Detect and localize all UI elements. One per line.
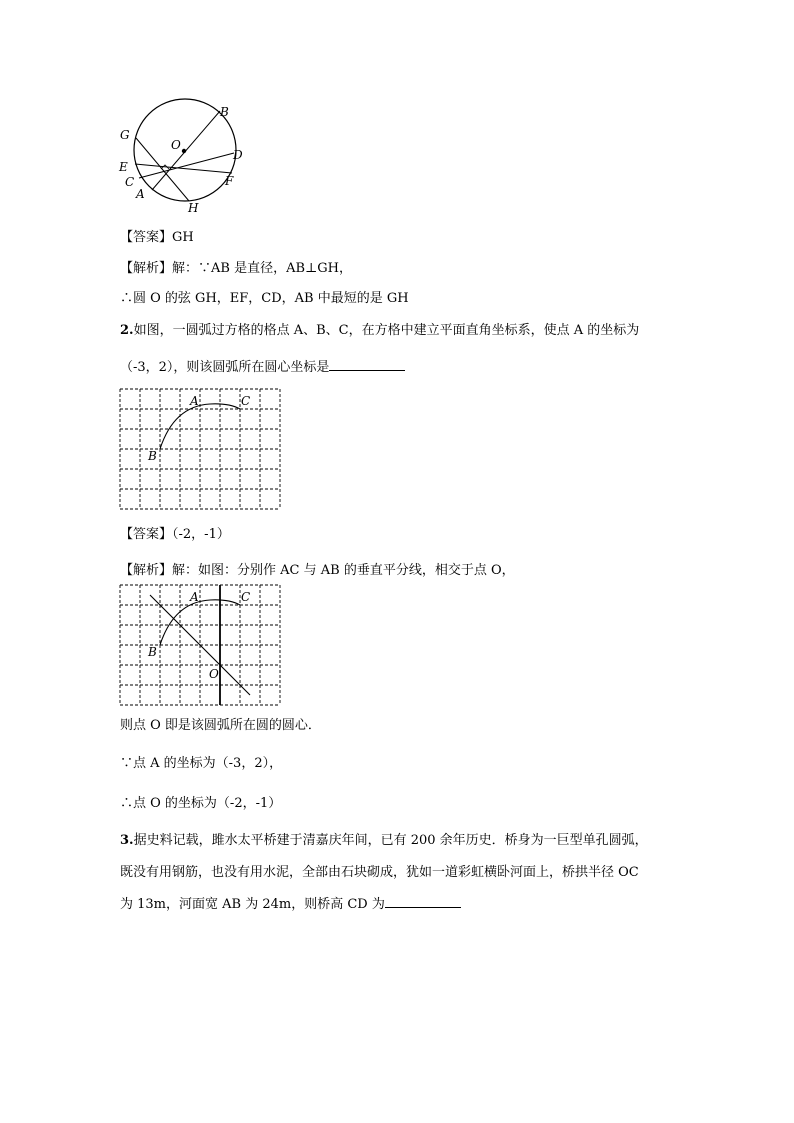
grid1-label-A: A: [190, 394, 199, 408]
answer-blank: [329, 358, 405, 371]
q3-question-line3: [120, 895, 461, 914]
q1-analysis: [120, 260, 352, 278]
q2-text: 如图，一圆弧过方格的格点 A、B、C，在方格中建立平面直角坐标系，使点 A 的坐标为: [133, 323, 640, 338]
label-B: B: [220, 105, 229, 119]
grid2-label-C: C: [241, 590, 251, 604]
q3-question-line1: [120, 832, 648, 850]
label-H: H: [188, 201, 199, 215]
circle-figure: [112, 98, 252, 218]
grid2-label-A: A: [190, 590, 199, 604]
q2-answer: [120, 526, 230, 544]
q2-text2: （-3，2），则该圆弧所在圆心坐标是: [120, 360, 330, 375]
q3-question-line2: 既没有用钢筋，也没有用水泥，全部由石块砌成，犹如一道彩虹横卧河面上，桥拱半径 OC: [120, 865, 639, 880]
label-D: D: [233, 148, 243, 162]
analysis-tag: 【解析】: [120, 563, 173, 578]
grid1-label-C: C: [241, 394, 251, 408]
grid-figure-1: [119, 388, 281, 510]
label-G: G: [120, 128, 130, 142]
grid1-label-B: B: [148, 449, 157, 463]
grid-figure-2: [119, 584, 281, 706]
q2-analysis-line4: ∴点 O 的坐标为（-2，-1）: [120, 796, 282, 811]
label-C: C: [125, 175, 135, 189]
label-F: F: [225, 174, 234, 188]
q2-question-line1: [120, 322, 639, 340]
q3-number: 3.: [120, 833, 134, 848]
answer-tag: 【答案】: [120, 230, 173, 245]
answer-blank: [385, 895, 461, 908]
answer-text: GH: [172, 230, 194, 245]
q3-text3: 为 13m，河面宽 AB 为 24m，则桥高 CD 为: [120, 897, 385, 912]
q2-number: 2.: [120, 323, 134, 338]
grid2-label-B: B: [148, 645, 157, 659]
q2-analysis: [120, 562, 515, 580]
label-A: A: [136, 187, 145, 201]
q3-text: 据史料记载，雎水太平桥建于清嘉庆年间，已有 200 余年历史．桥身为一巨型单孔圆弧，: [133, 833, 648, 848]
q2-question-line2: [120, 358, 405, 377]
analysis-tag: 【解析】: [120, 261, 173, 276]
label-O: O: [171, 138, 181, 152]
q1-answer: [120, 229, 194, 247]
q1-conclusion: ∴圆 O 的弦 GH，EF，CD，AB 中最短的是 GH: [120, 291, 409, 306]
label-E: E: [119, 160, 128, 174]
grid2-label-O: O: [209, 667, 219, 681]
q2-analysis-line2: 则点 O 即是该圆弧所在圆的圆心．: [120, 718, 321, 733]
answer-tag: 【答案】: [120, 527, 173, 542]
q2-analysis-line3: ∵点 A 的坐标为（-3，2），: [120, 756, 283, 771]
answer-text: （-2，-1）: [172, 527, 230, 542]
analysis-text: 解：∵AB 是直径，AB⊥GH，: [172, 261, 352, 276]
analysis-text: 解：如图：分别作 AC 与 AB 的垂直平分线，相交于点 O，: [172, 563, 515, 578]
